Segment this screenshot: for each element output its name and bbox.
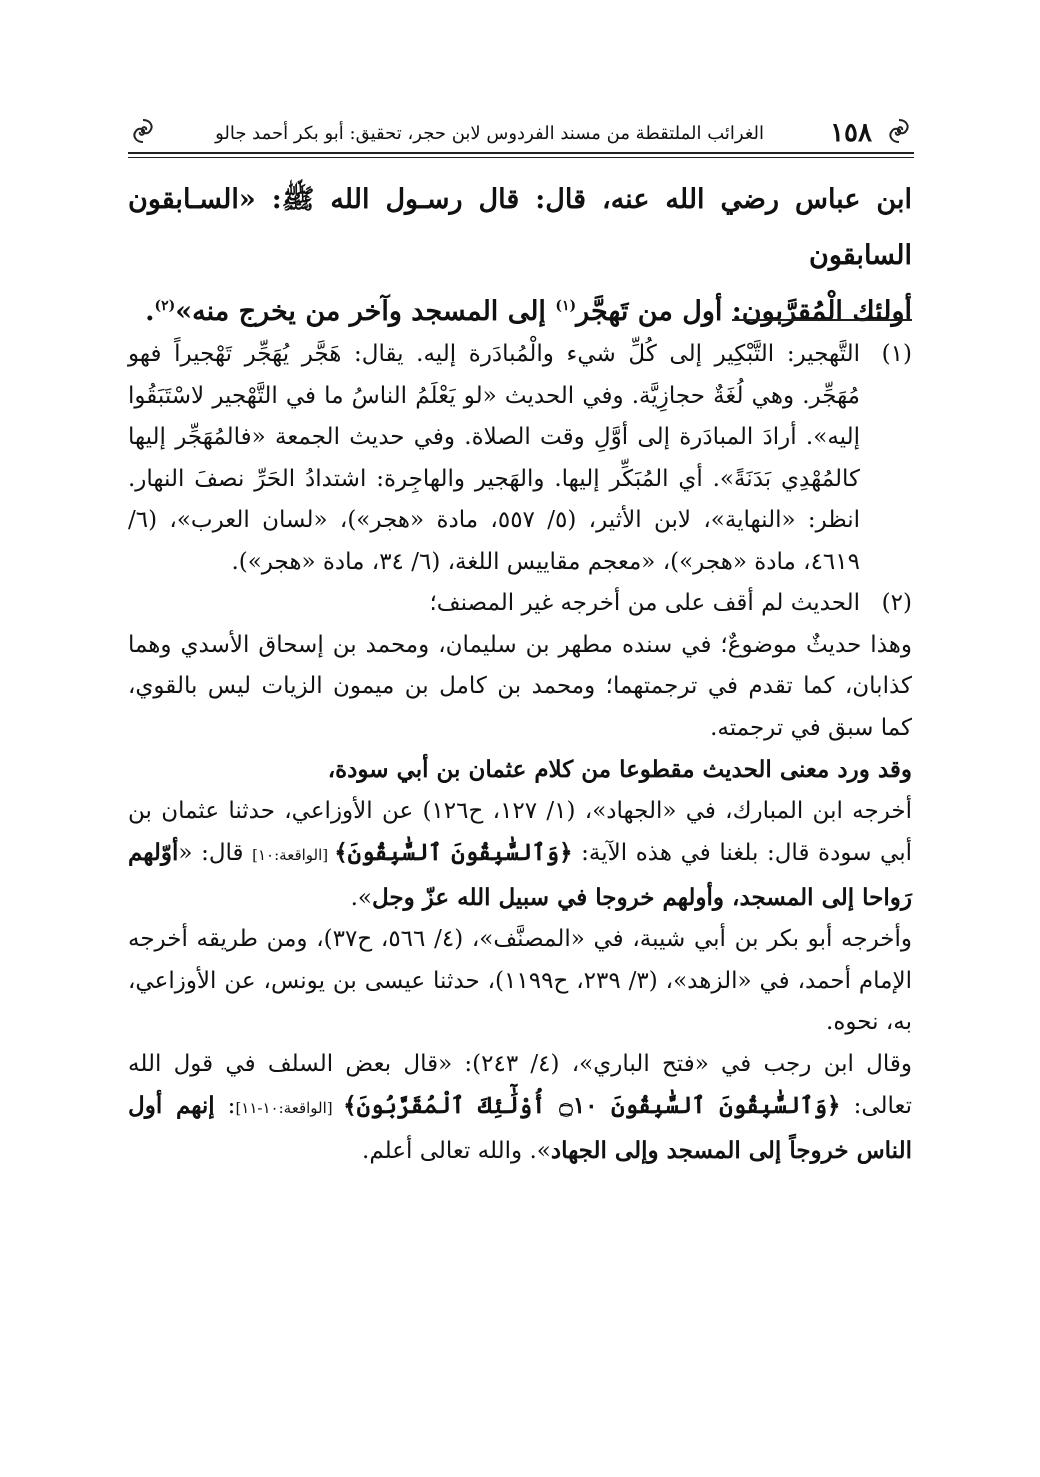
footnote-number: (٢) — [881, 590, 912, 616]
header-rule-thin — [128, 157, 914, 158]
main-line-1: ابن عباس رضي الله عنه، قال: قال رسـول الله ﷺ: «السـابقون السابقون — [128, 184, 912, 271]
footnote-2-para-4: وأخرجه أبو بكر بن أبي شيبة، في «المصنَّف»، (٤/ ٥٦٦، ح٣٧)، ومن طريقه أخرجه الإمام أحمد، في «الزهد»، (٣/ ٢٣٩، ح١١٩٩)، حدثنا عيسى بن يونس، عن الأوزاعي، به، نحوه. — [128, 926, 912, 1035]
footnote-ref-1[interactable]: (١) — [555, 298, 577, 314]
para-3-quote: أوّلهم رَواحا إلى المسجد، وأولهم خروجا في سبيل الله عزّ وجل — [128, 839, 912, 911]
para-5-text-b: : — [214, 1093, 236, 1119]
footnote-ref-2[interactable]: (٢) — [154, 298, 176, 314]
footnote-text: التَّهجير: التَّبْكِير إلى كُلِّ شيء والْمُبادَرة إليه. يقال: هَجَّر يُهَجِّر تَهْجيراً فهو مُهَجِّر. وهي لُغَةٌ حجازِيَّة. وفي الحديث «لو يَعْلَمُ الناسُ ما في التَّهْجير لاسْتَبَقُوا إليه». أرادَ المبادَرة إلى أوَّلِ وقت الصلاة. وفي حديث الجمعة «فالمُهَجِّر إليها كالمُهْدِي بَدَنَةً». أي المُبَكِّر إليها. والهَجير والهاجِرة: اشتدادُ الحَرِّ نصفَ النهار. انظر: «النهاية»، لابن الأثير، (٥/ ٥٥٧، مادة «هجر»)، «لسان العرب»، (٦/ ٤٦١٩، مادة «هجر»)، «معجم مقاييس اللغة، (٦/ ٣٤، مادة «هجر»). — [128, 341, 861, 575]
page-header — [128, 110, 914, 156]
header-rule — [128, 152, 914, 154]
footnotes — [128, 334, 912, 1172]
page-number: ١٥٨ — [830, 118, 872, 148]
quran-verse: ﴿وَٱلسَّٰبِقُونَ ٱلسَّٰبِقُونَ﴾ — [334, 839, 573, 866]
verse-reference: [الواقعة:١٠] — [252, 846, 335, 864]
para-3-text-a: أخرجه ابن المبارك، في «الجهاد»، (١/ ١٢٧، ح١٢٦) عن الأوزاعي، حدثنا عثمان بن أبي سودة قال: بلغنا في هذه الآية: — [128, 797, 913, 866]
para-5-text-a: وقال ابن رجب في «فتح الباري»، (٤/ ٢٤٣): «قال بعض السلف في قول الله تعالى: — [128, 1050, 913, 1119]
footnote-first-line: الحديث لم أقف على من أخرجه غير المصنف؛ — [429, 590, 860, 616]
main-line-2-c: . — [145, 296, 155, 327]
footnote-separator — [732, 319, 912, 321]
footnote-2-para-2: وقد ورد معنى الحديث مقطوعا من كلام عثمان بن أبي سودة، — [327, 756, 912, 783]
flourish-ornament-icon — [884, 116, 914, 146]
para-5-text-c: ». والله تعالى أعلم. — [362, 1137, 551, 1164]
para-3-text-b: قال: « — [178, 840, 253, 866]
main-text — [128, 172, 912, 340]
main-line-2 — [128, 284, 912, 340]
footnote-2 — [128, 583, 912, 625]
footnote-1 — [128, 334, 912, 583]
quran-verse: ﴿وَٱلسَّٰبِقُونَ ٱلسَّٰبِقُونَ ۝١٠ أُوْلَٰٓئِكَ ٱلْمُقَرَّبُونَ﴾ — [343, 1092, 841, 1119]
footnote-2-para-3 — [128, 791, 912, 920]
footnote-2-para-5 — [128, 1044, 912, 1173]
running-title: الغرائب الملتقطة من مسند الفردوس لابن حجر، تحقيق: أبو بكر أحمد جالو — [215, 123, 764, 144]
footnote-number: (١) — [881, 341, 912, 367]
para-5-quote: إنهم أول الناس خروجاً إلى المسجد وإلى الجهاد — [128, 1092, 912, 1164]
main-line-2-a: أولئك الْمُقرَّبون: أول من تَهجَّر — [576, 296, 912, 327]
verse-reference: [الواقعة:١٠-١١] — [235, 1099, 344, 1117]
footnote-2-para-1: وهذا حديثٌ موضوعٌ؛ في سنده مطهر بن سليمان، ومحمد بن إسحاق الأسدي وهما كذابان، كما تقدم في ترجمتهما؛ ومحمد بن كامل بن ميمون الزيات ليس بالقوي، كما سبق في ترجمته. — [128, 631, 912, 741]
para-3-text-c: ». — [350, 884, 372, 911]
flourish-ornament-icon — [128, 116, 158, 146]
main-line-2-b: إلى المسجد وآخر من يخرج منه» — [175, 296, 556, 327]
